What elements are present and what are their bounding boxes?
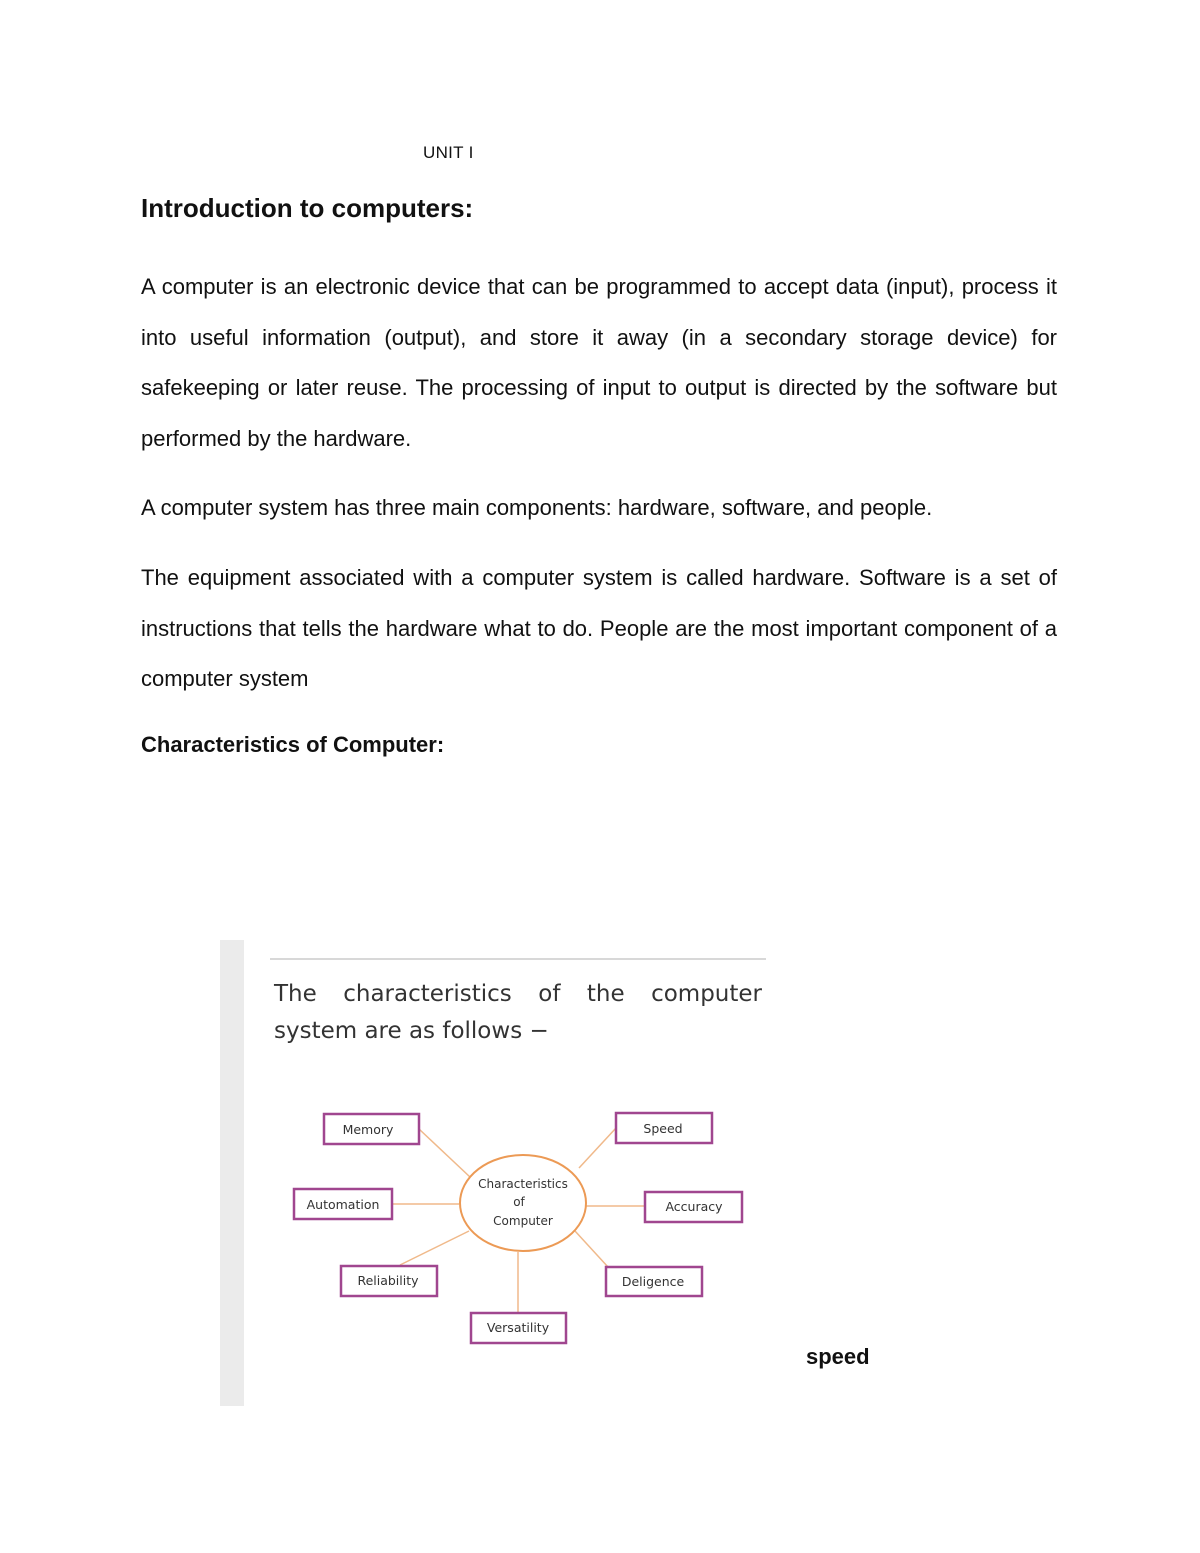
node-accuracy <box>645 1192 742 1222</box>
node-reliability <box>341 1266 437 1296</box>
figure-intro-text: The characteristics of the computer system are as follows − <box>274 981 762 1044</box>
connector-memory <box>419 1129 470 1177</box>
connector-reliability <box>400 1231 469 1265</box>
center-label-line3: Computer <box>493 1214 553 1228</box>
characteristics-heading: Characteristics of Computer: <box>141 732 445 757</box>
center-label-line2: of <box>513 1195 525 1209</box>
node-deligence-label: Deligence <box>621 1274 685 1289</box>
connector-speed <box>579 1128 616 1168</box>
unit-header: UNIT I <box>423 143 474 162</box>
node-automation <box>294 1189 392 1219</box>
page-title: Introduction to computers: <box>141 193 474 223</box>
definitions-paragraph: The equipment associated with a computer system is called hardware. Software is a set of instructions that tells the hardware what to do. People are the most important component of a computer system <box>141 565 1057 691</box>
node-versatility-label: Versatility <box>486 1320 550 1335</box>
node-reliability-label: Reliability <box>357 1273 419 1288</box>
intro-paragraph: A computer is an electronic device that can be programmed to accept data (input), process it into useful information (output), and store it away (in a secondary storage device) for safekeeping or later reuse. The processing of input to output is directed by the software but performed by the hardware. <box>141 274 1057 451</box>
components-paragraph: A computer system has three main components: hardware, software, and people. <box>141 495 933 520</box>
node-automation-label: Automation <box>306 1197 380 1212</box>
node-versatility <box>471 1313 566 1343</box>
characteristics-figure <box>220 940 780 1406</box>
speed-label: speed <box>806 1344 870 1369</box>
node-accuracy-label: Accuracy <box>665 1199 723 1214</box>
node-deligence <box>606 1267 702 1296</box>
center-label-line1: Characteristics <box>478 1177 568 1191</box>
characteristics-diagram <box>220 940 780 1406</box>
node-memory-label: Memory <box>342 1122 394 1137</box>
node-speed-label: Speed <box>643 1121 683 1136</box>
node-speed <box>616 1113 712 1143</box>
connector-deligence <box>575 1231 608 1267</box>
node-memory <box>324 1114 419 1144</box>
